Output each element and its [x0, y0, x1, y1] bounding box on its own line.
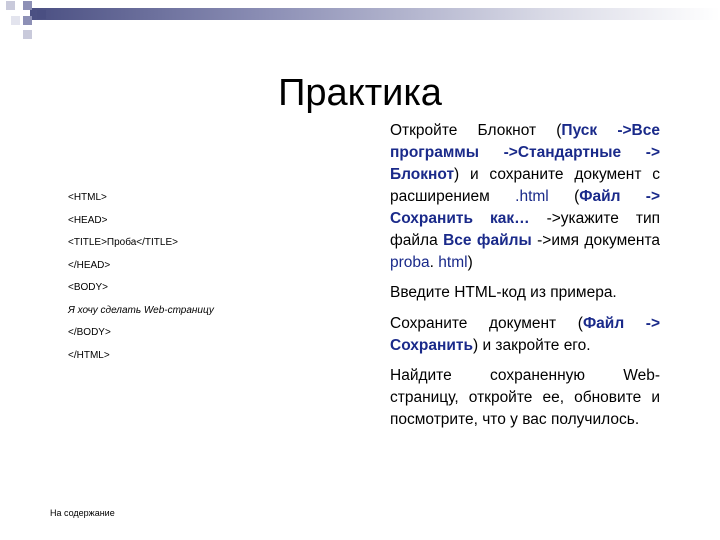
code-line: Я хочу сделать Web-страницу — [68, 304, 214, 316]
decor-square — [23, 1, 32, 10]
gradient-strip — [30, 8, 720, 20]
highlight: Файл -> Сохранить как… — [390, 188, 660, 227]
decor-square — [37, 10, 46, 19]
code-line: <BODY> — [68, 282, 109, 293]
text: ->имя документа — [531, 232, 660, 249]
code-line: </HEAD> — [68, 259, 111, 271]
text: ->укажите тип файла — [390, 210, 660, 249]
decorative-header-bar — [0, 0, 720, 40]
highlight: Файл -> Сохранить — [390, 315, 660, 354]
instruction-step-1 — [390, 120, 660, 274]
code-line: </BODY> — [68, 327, 111, 338]
contents-link[interactable]: На содержание — [50, 508, 115, 518]
decor-square — [11, 16, 20, 25]
text: ( — [548, 188, 580, 205]
code-example — [68, 192, 214, 372]
decor-square — [23, 16, 32, 25]
code-line: <TITLE>Проба</TITLE> — [68, 237, 178, 248]
text: Откройте Блокнот ( — [390, 122, 562, 139]
text: ) — [467, 254, 473, 271]
instruction-step-4: Найдите сохраненную Web-страницу, откройте ее, обновите и посмотрите, что у вас получилось. — [390, 367, 660, 428]
code-line: <HEAD> — [68, 214, 108, 226]
code-line: </HTML> — [68, 349, 110, 361]
highlight: Пуск ->Все программы ->Стандартные -> Блокнот — [390, 122, 660, 183]
highlight: .html — [515, 188, 549, 205]
highlight: html — [438, 254, 468, 271]
highlight: proba — [390, 254, 430, 271]
instruction-step-2: Введите HTML-код из примера. — [390, 284, 617, 301]
text: Сохраните документ ( — [390, 315, 583, 332]
instructions-block — [390, 120, 660, 431]
decor-square — [6, 1, 15, 10]
slide-title: Практика — [278, 72, 442, 114]
text: ) и закройте его. — [473, 337, 591, 354]
code-line: <HTML> — [68, 192, 107, 203]
text: . — [429, 254, 439, 271]
decor-square — [23, 30, 32, 39]
instruction-step-3 — [390, 313, 660, 357]
highlight: Все файлы — [443, 232, 532, 249]
text: ) и сохраните документ с расширением — [390, 166, 660, 205]
